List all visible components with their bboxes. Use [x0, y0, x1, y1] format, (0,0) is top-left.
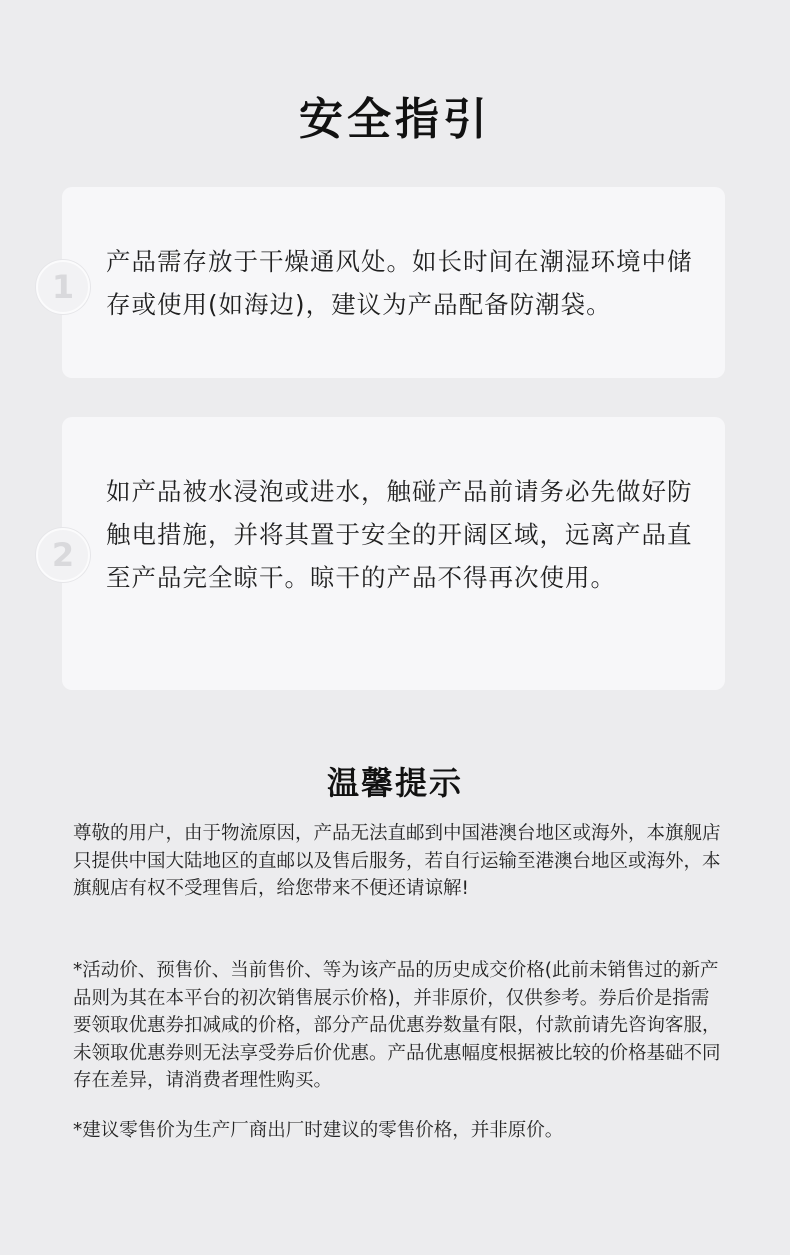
step-number-badge: 1	[36, 260, 90, 314]
tips-paragraph: 尊敬的用户，由于物流原因，产品无法直邮到中国港澳台地区或海外，本旗舰店只提供中国大陆地区的直邮以及售后服务，若自行运输至港澳台地区或海外，本旗舰店有权不受理售后，给您带来不便还请谅解!	[73, 823, 721, 899]
safety-title: 安全指引	[299, 94, 491, 145]
safety-item-text: 产品需存放于干燥通风处。如长时间在潮湿环境中储存或使用(如海边)，建议为产品配备防潮袋。	[106, 247, 693, 319]
safety-item-card	[62, 417, 725, 690]
tips-paragraph: *活动价、预售价、当前售价、等为该产品的历史成交价格(此前未销售过的新产品则为其在本平台的初次销售展示价格)，并非原价，仅供参考。券后价是指需要领取优惠券扣减咸的价格，部分产品优惠券数量有限，付款前请先咨询客服，未领取优惠券则无法享受券后价优惠。产品优惠幅度根据被比较的价格基础不同存在差异，请消费者理性购买。	[73, 960, 721, 1091]
step-number-badge: 2	[36, 528, 90, 582]
tips-title: 温馨提示	[326, 764, 463, 802]
safety-item-card	[62, 187, 725, 378]
tips-paragraph: *建议零售价为生产厂商出厂时建议的零售价格，并非原价。	[73, 1120, 564, 1141]
safety-item-text: 如产品被水浸泡或进水，触碰产品前请务必先做好防触电措施，并将其置于安全的开阔区域，远离产品直至产品完全晾干。晾干的产品不得再次使用。	[106, 477, 693, 592]
